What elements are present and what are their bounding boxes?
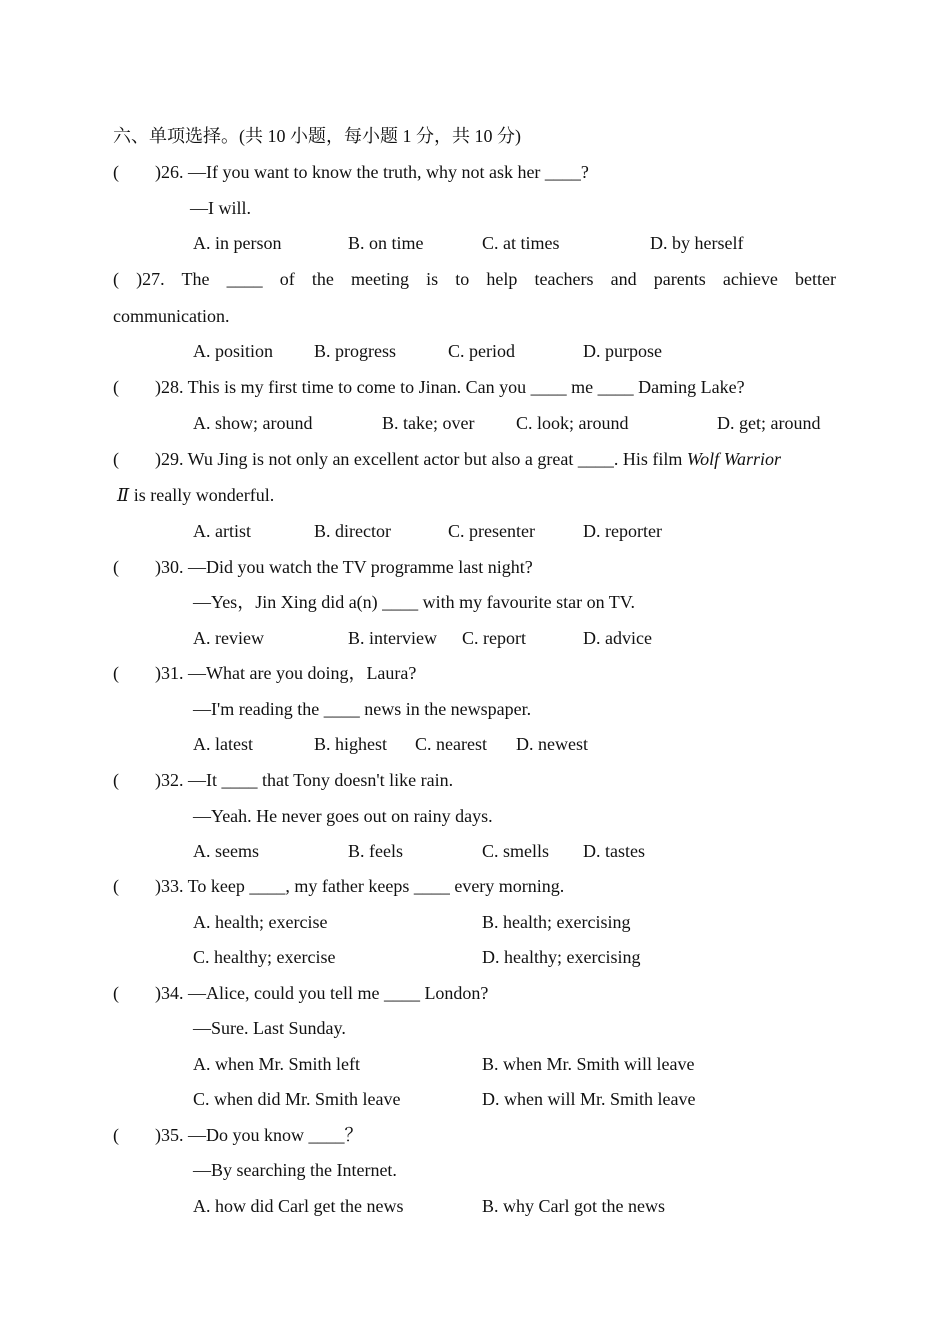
question-30-option-c: C. report bbox=[462, 628, 526, 648]
film-title: Wolf Warrior bbox=[686, 449, 782, 469]
question-28-option-b: B. take; over bbox=[382, 413, 475, 433]
question-34-option-c: C. when did Mr. Smith leave bbox=[193, 1089, 401, 1109]
question-29-option-d: D. reporter bbox=[583, 521, 662, 541]
question-29-option-b: B. director bbox=[314, 521, 391, 541]
question-29-stem-continued bbox=[117, 484, 274, 506]
question-29-stem bbox=[113, 448, 781, 470]
question-29-option-c: C. presenter bbox=[448, 521, 535, 541]
question-35-reply: —By searching the Internet. bbox=[193, 1160, 397, 1180]
question-29-stem-text: ( )29. Wu Jing is not only an excellent actor but also a great ____. His film bbox=[113, 449, 687, 469]
film-title-numeral: Ⅱ bbox=[117, 485, 130, 505]
question-30-option-b: B. interview bbox=[348, 628, 437, 648]
question-35-stem: ( )35. —Do you know ____？ bbox=[113, 1125, 363, 1145]
question-30-option-a: A. review bbox=[193, 628, 264, 648]
question-34-stem: ( )34. —Alice, could you tell me ____ London? bbox=[113, 983, 489, 1003]
question-34-option-d: D. when will Mr. Smith leave bbox=[482, 1089, 696, 1109]
question-26-stem: ( )26. —If you want to know the truth, why not ask her ____? bbox=[113, 162, 589, 182]
question-35-option-b: B. why Carl got the news bbox=[482, 1196, 665, 1216]
question-30-reply: —Yes，Jin Xing did a(n) ____ with my favourite star on TV. bbox=[193, 592, 635, 612]
question-33-stem: ( )33. To keep ____, my father keeps ____ every morning. bbox=[113, 876, 565, 896]
question-26-option-c: C. at times bbox=[482, 233, 560, 253]
question-29-option-a: A. artist bbox=[193, 521, 251, 541]
question-26-option-d: D. by herself bbox=[650, 233, 744, 253]
section-heading: 六、单项选择。(共 10 小题，每小题 1 分，共 10 分) bbox=[113, 126, 521, 146]
question-32-option-c: C. smells bbox=[482, 841, 550, 861]
question-32-option-d: D. tastes bbox=[583, 841, 645, 861]
question-30-stem: ( )30. —Did you watch the TV programme last night? bbox=[113, 557, 533, 577]
question-31-option-d: D. newest bbox=[516, 734, 588, 754]
question-34-option-a: A. when Mr. Smith left bbox=[193, 1054, 360, 1074]
question-31-stem: ( )31. —What are you doing，Laura? bbox=[113, 663, 417, 683]
question-30-option-d: D. advice bbox=[583, 628, 652, 648]
question-31-option-b: B. highest bbox=[314, 734, 388, 754]
question-35-option-a: A. how did Carl get the news bbox=[193, 1196, 404, 1216]
question-26-reply: —I will. bbox=[190, 198, 251, 218]
question-26-option-a: A. in person bbox=[193, 233, 282, 253]
question-32-option-a: A. seems bbox=[193, 841, 259, 861]
question-33-option-a: A. health; exercise bbox=[193, 912, 328, 932]
question-27-option-b: B. progress bbox=[314, 341, 396, 361]
question-28-stem: ( )28. This is my first time to come to Jinan. Can you ____ me ____ Daming Lake? bbox=[113, 377, 745, 397]
question-28-option-d: D. get; around bbox=[717, 413, 821, 433]
question-28-option-c: C. look; around bbox=[516, 413, 629, 433]
question-29-stem-continued-text: is really wonderful. bbox=[129, 485, 275, 505]
question-28-option-a: A. show; around bbox=[193, 413, 313, 433]
question-34-option-b: B. when Mr. Smith will leave bbox=[482, 1054, 695, 1074]
question-34-reply: —Sure. Last Sunday. bbox=[193, 1018, 346, 1038]
question-32-stem: ( )32. —It ____ that Tony doesn't like rain. bbox=[113, 770, 454, 790]
question-31-option-a: A. latest bbox=[193, 734, 253, 754]
question-32-option-b: B. feels bbox=[348, 841, 403, 861]
question-31-reply: —I'm reading the ____ news in the newspaper. bbox=[193, 699, 532, 719]
question-27-stem: ( )27. The ____ of the meeting is to help teachers and parents achieve better bbox=[113, 269, 836, 289]
question-27-option-c: C. period bbox=[448, 341, 515, 361]
question-33-option-d: D. healthy; exercising bbox=[482, 947, 641, 967]
question-27-option-a: A. position bbox=[193, 341, 274, 361]
question-32-reply: —Yeah. He never goes out on rainy days. bbox=[193, 806, 493, 826]
question-31-option-c: C. nearest bbox=[415, 734, 487, 754]
question-26-option-b: B. on time bbox=[348, 233, 424, 253]
question-33-option-c: C. healthy; exercise bbox=[193, 947, 336, 967]
question-27-stem-continued: communication. bbox=[113, 306, 230, 326]
question-33-option-b: B. health; exercising bbox=[482, 912, 631, 932]
question-27-option-d: D. purpose bbox=[583, 341, 662, 361]
